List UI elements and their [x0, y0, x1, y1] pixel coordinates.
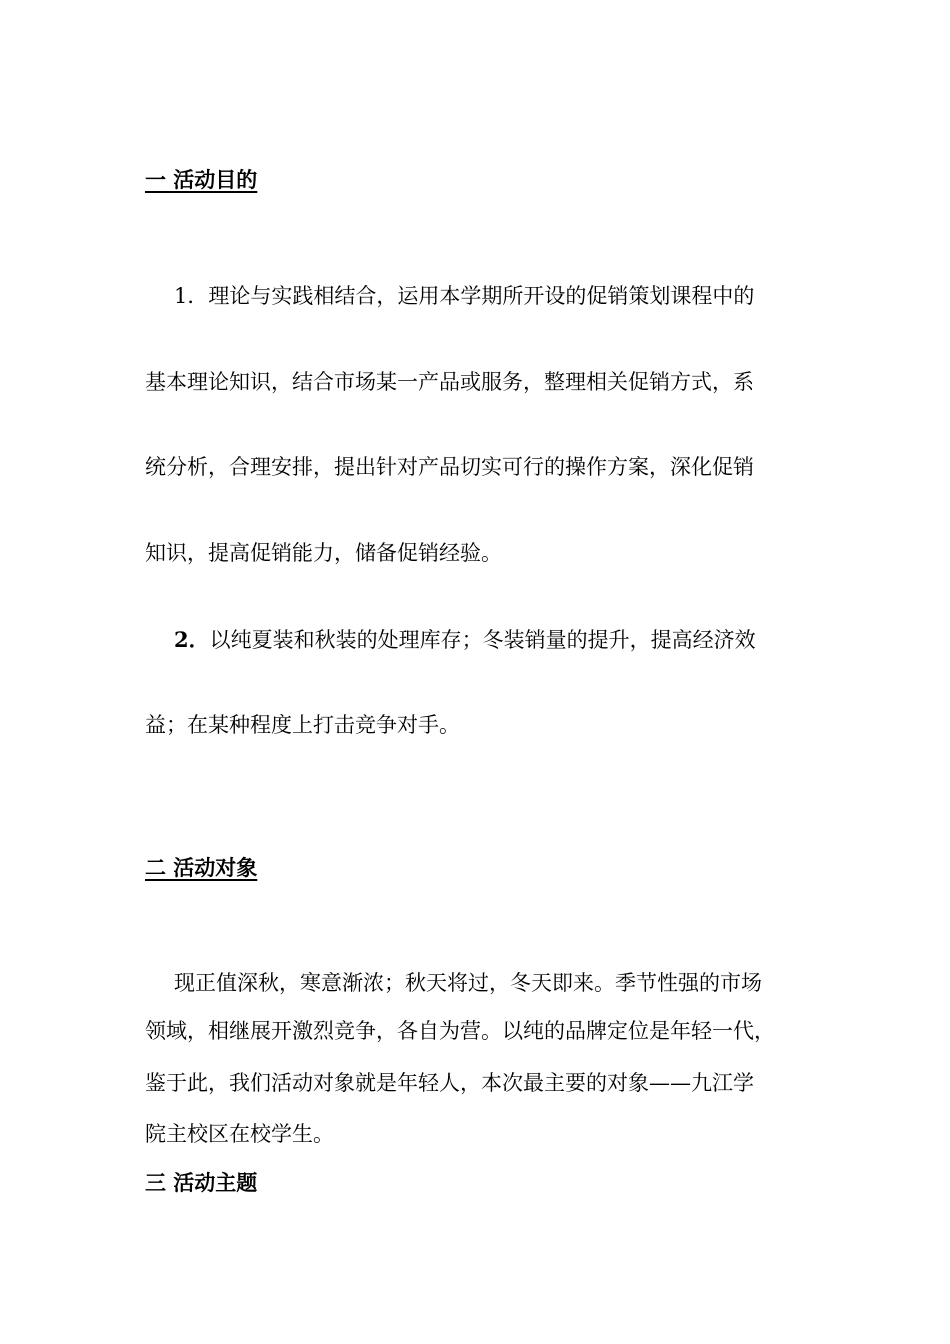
- section-heading-purpose: 一 活动目的: [145, 168, 258, 192]
- paragraph-line: 鉴于此，我们活动对象就是年轻人，本次最主要的对象——九江学: [145, 1071, 754, 1095]
- paragraph-line: 1．理论与实践相结合，运用本学期所开设的促销策划课程中的: [174, 284, 755, 308]
- paragraph-text: 以纯夏装和秋装的处理库存；冬装销量的提升，提高经济效: [209, 628, 756, 652]
- list-number: 2．: [174, 627, 210, 652]
- paragraph-line: 院主校区在校学生。: [145, 1122, 334, 1146]
- paragraph-line: 领域，相继展开激烈竞争，各自为营。以纯的品牌定位是年轻一代，: [145, 1019, 775, 1043]
- section-heading-target: 二 活动对象: [145, 856, 258, 880]
- paragraph-line: 现正值深秋，寒意渐浓；秋天将过，冬天即来。季节性强的市场: [174, 971, 762, 995]
- paragraph-line: 统分析，合理安排，提出针对产品切实可行的操作方案，深化促销: [145, 455, 754, 479]
- paragraph-line: 知识，提高促销能力，储备促销经验。: [145, 541, 502, 565]
- paragraph-line: 益；在某种程度上打击竞争对手。: [145, 713, 460, 737]
- paragraph-line: 基本理论知识，结合市场某一产品或服务，整理相关促销方式，系: [145, 370, 754, 394]
- section-heading-theme: 三 活动主题: [145, 1171, 258, 1195]
- paragraph-line: [174, 627, 756, 653]
